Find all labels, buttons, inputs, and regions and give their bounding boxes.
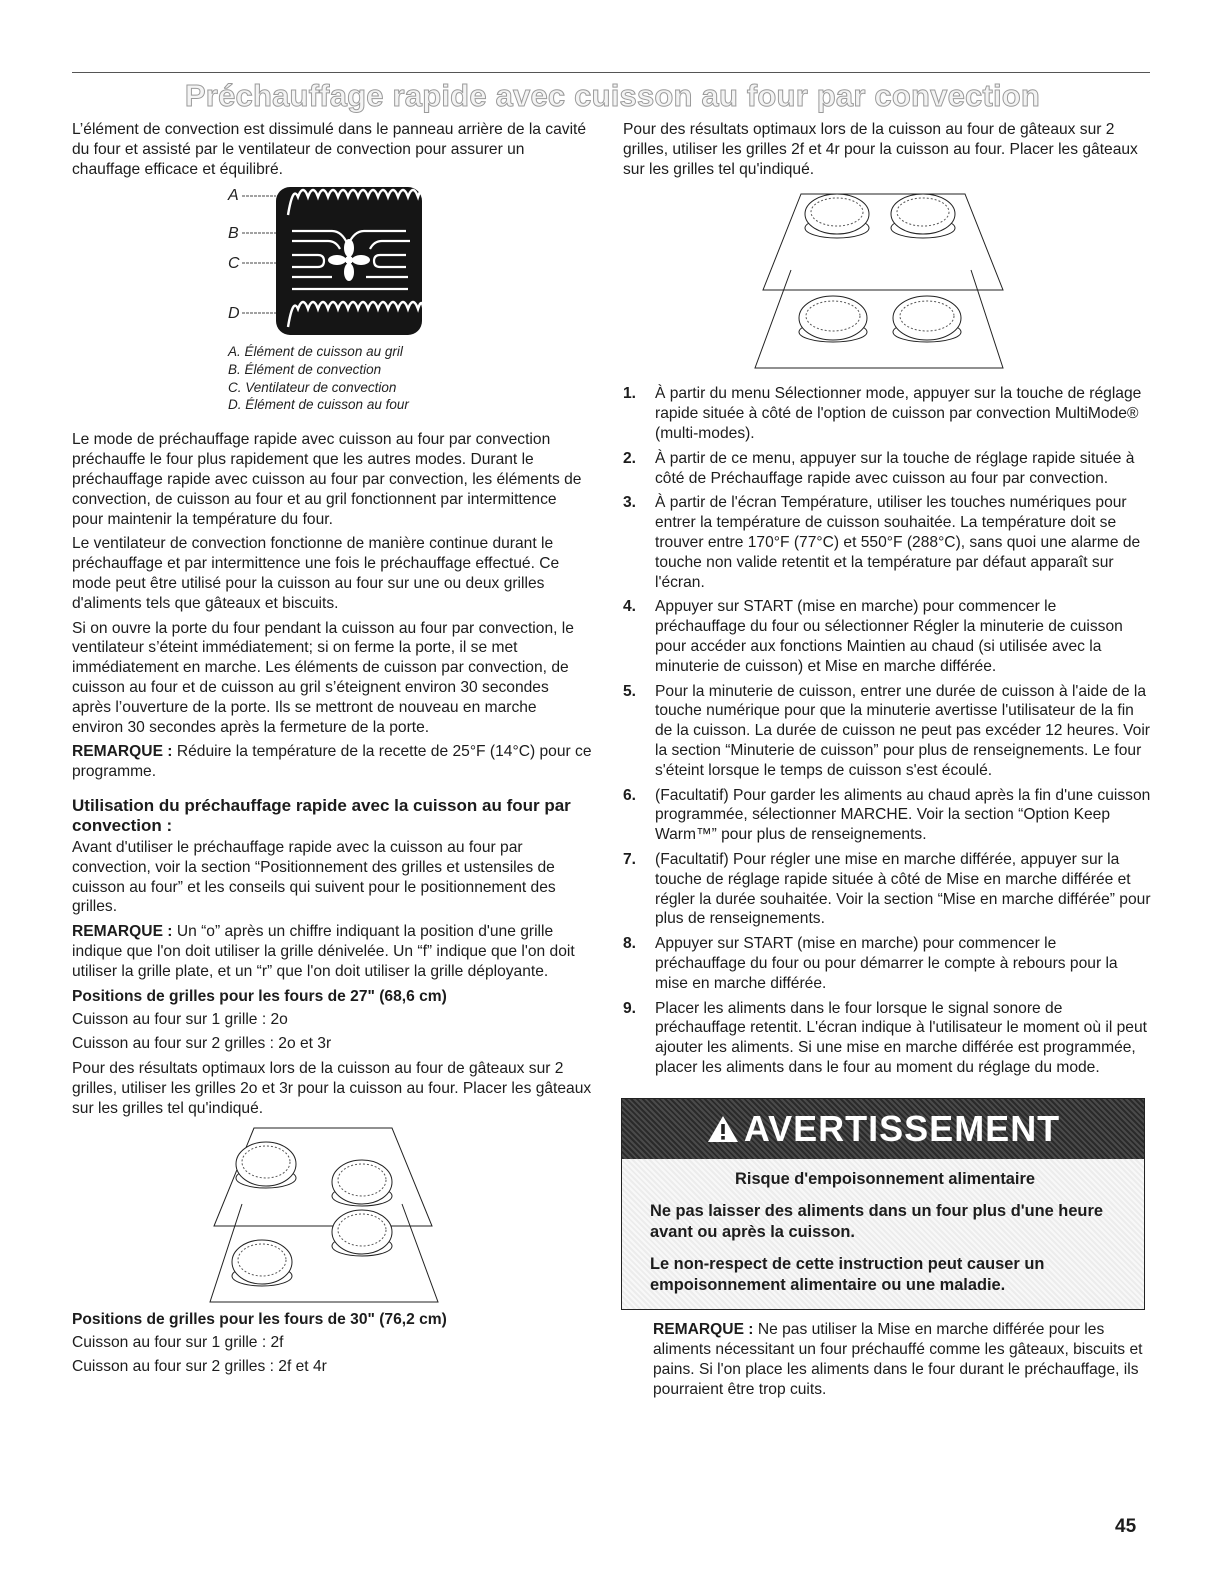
note-temperature: [72, 742, 592, 782]
section-heading: Utilisation du préchauffage rapide avec la cuisson au four par convection :: [72, 795, 571, 835]
step-item: [623, 384, 1151, 443]
label-d: D: [228, 305, 240, 323]
step-text: Appuyer sur START (mise en marche) pour commencer le préchauffage du four ou pour démarrer le compte à rebours pour la mise en marche différée.: [655, 935, 1118, 992]
figure-captions: [228, 343, 409, 413]
oven-back-panel-diagram: [274, 185, 424, 337]
step-item: [623, 999, 1151, 1078]
step-text: À partir de l'écran Température, utiliser les touches numériques pour entrer la température de cuisson souhaitée. La température doit se trouver entre 170°F (77°C) et 550°F (288°C), sans quoi une alarme de touche non valide retentit et la température par défaut apparaît sur l'écran.: [655, 494, 1141, 591]
step-item: [623, 786, 1151, 845]
warning-triangle-icon: [706, 1114, 740, 1144]
rack-27-one: Cuisson au four sur 1 grille : 2o: [72, 1010, 288, 1028]
step-number: 9.: [623, 999, 637, 1017]
note-label: REMARQUE :: [72, 923, 173, 941]
cake-pan-lower-right: [332, 1210, 392, 1256]
step-text: Pour la minuterie de cuisson, entrer une durée de cuisson à l'aide de la touche numérique pour que la minuterie avertisse l'utilisateur de la fin de la cuisson. La durée de cuisson ne peut pas excéder 12 heures. Voir la section “Minuterie de cuisson” pour plus de renseignements. Le four s'éteint lorsque le temps de cuisson s'est écoulé.: [655, 682, 1150, 779]
cake-pan-lower-left: [799, 296, 867, 342]
convection-intro: L’élément de convection est dissimulé dans le panneau arrière de la cavité du four et assisté par le ventilateur de convection pour assurer un chauffage efficace et équilibré.: [72, 121, 587, 178]
cake-pan-upper-right: [891, 194, 955, 238]
cake-pan-lower-left: [232, 1240, 292, 1286]
step-number: 3.: [623, 494, 637, 512]
paragraph-preheat: Le mode de préchauffage rapide avec cuisson au four par convection préchauffe le four plus rapidement que les autres modes. Durant le préchauffage rapide avec cuisson au four par convection, les éléments de convection, de cuisson au four et au gril fonctionnent par intermittence pour maintenir la température du four.: [72, 431, 582, 528]
note-text: Un “o” après un chiffre indiquant la position d'une grille indique que l'on doit utiliser la grille dénivelée. Un “f” indique que l'on doit utiliser la grille plate, et un “r” que l'on doit utiliser la grille déployante.: [72, 923, 575, 980]
label-c: C: [228, 255, 240, 273]
rack-diagram-30: [623, 184, 1151, 384]
note-delay-start: [653, 1320, 1148, 1399]
warning-title: Risque d'empoisonnement alimentaire: [735, 1169, 1035, 1188]
note-text: Réduire la température de la recette de 25°F (14°C) pour ce programme.: [72, 743, 592, 781]
note-label: REMARQUE :: [72, 743, 173, 761]
warning-line-2: Le non-respect de cette instruction peut causer un empoisonnement alimentaire ou une maladie.: [650, 1255, 1045, 1294]
step-item: [623, 934, 1151, 993]
warning-line-1: Ne pas laisser des aliments dans un four plus d'une heure avant ou après la cuisson.: [650, 1202, 1103, 1241]
warning-header-text: AVERTISSEMENT: [743, 1107, 1061, 1149]
caption-c: C. Ventilateur de convection: [228, 379, 397, 395]
step-number: 5.: [623, 682, 637, 700]
paragraph-27-cakes: Pour des résultats optimaux lors de la cuisson au four de gâteaux sur 2 grilles, utiliser les grilles 2o et 3r pour la cuisson au four. Placer les gâteaux sur les grilles tel qu'indiqué.: [72, 1060, 592, 1117]
cake-pan-upper-right: [332, 1160, 392, 1206]
rack-diagram-27: [72, 1124, 592, 1306]
step-text: À partir de ce menu, appuyer sur la touche de réglage rapide située à côté de Préchauffage rapide avec cuisson au four par convection.: [655, 449, 1135, 487]
step-text: (Facultatif) Pour régler une mise en marche différée, appuyer sur la touche de réglage rapide située à côté de Mise en marche différée et régler la durée souhaitée. Voir la section “Mise en marche différée” pour plus de renseignements.: [655, 850, 1151, 928]
step-text: (Facultatif) Pour garder les aliments au chaud après la fin d'une cuisson programmée, sélectionner MARCHE. Voir la section “Option Keep Warm™” pour plus de renseignements.: [655, 786, 1151, 844]
paragraph-door: Si on ouvre la porte du four pendant la cuisson au four par convection, le ventilateur s’éteint immédiatement; si on ferme la porte, il se met immédiatement en marche. Les éléments de cuisson par convection, de cuisson au four et de cuisson au gril s’éteignent environ 30 secondes après l’ouverture de la porte. Ils se mettront de nouveau en marche environ 30 secondes après la fermeture de la porte.: [72, 619, 574, 736]
note-text: Ne pas utiliser la Mise en marche différée pour les aliments nécessitant un four préchauffé comme les gâteaux, biscuits et pains. Si l'on place les aliments dans le four durant le préchauffage, ils pourraient être trop cuits.: [653, 1321, 1143, 1398]
cake-pan-lower-right: [893, 296, 961, 342]
top-rule: [72, 72, 1150, 73]
page-number: 45: [1115, 1516, 1137, 1537]
label-a: A: [228, 187, 239, 205]
step-text: Placer les aliments dans le four lorsque le signal sonore de préchauffage retentit. L'écran indique à l'utilisateur le moment où il peut ajouter les aliments. Si une mise en marche différée est programmée, placer les aliments dans le four au moment du réglage du mode.: [655, 999, 1147, 1076]
rack-27-two: Cuisson au four sur 2 grilles : 2o et 3r: [72, 1035, 332, 1053]
warning-body: [622, 1159, 1144, 1310]
step-item: [623, 597, 1151, 676]
step-number: 7.: [623, 850, 637, 868]
cake-pan-upper-left: [805, 194, 869, 238]
step-number: 1.: [623, 385, 637, 403]
subheading-27-inch: Positions de grilles pour les fours de 27" (68,6 cm): [72, 987, 447, 1005]
right-column: [623, 120, 1151, 1399]
step-number: 8.: [623, 935, 637, 953]
step-number: 2.: [623, 449, 637, 467]
oven-elements-figure: [72, 184, 592, 430]
step-item: [623, 449, 1151, 489]
paragraph-fan: Le ventilateur de convection fonctionne de manière continue durant le préchauffage et par intermittence une fois le préchauffage effectué. Ce mode peut être utilisé pour la cuisson au four sur une ou deux grilles d'aliments tels que gâteaux et biscuits.: [72, 535, 560, 612]
step-item: [623, 682, 1151, 781]
step-item: [623, 493, 1151, 592]
caption-b: B. Élément de convection: [228, 361, 382, 377]
warning-header: [622, 1099, 1144, 1159]
rack-30-one: Cuisson au four sur 1 grille : 2f: [72, 1333, 284, 1351]
label-b: B: [228, 225, 239, 243]
caption-d: D. Élément de cuisson au four: [228, 397, 409, 413]
step-text: Appuyer sur START (mise en marche) pour commencer le préchauffage du four ou sélectionner Régler la minuterie de cuisson pour accéder aux fonctions Maintien au chaud (si utilisée avec la minuterie de cuisson) et Mise en marche différée.: [655, 598, 1123, 675]
subheading-30-inch: Positions de grilles pour les fours de 30" (76,2 cm): [72, 1310, 447, 1328]
step-number: 4.: [623, 598, 637, 616]
step-number: 6.: [623, 786, 637, 804]
warning-box: [621, 1098, 1145, 1311]
step-item: [623, 850, 1151, 929]
note-label: REMARQUE :: [653, 1321, 754, 1339]
rack-30-two: Cuisson au four sur 2 grilles : 2f et 4r: [72, 1358, 327, 1376]
caption-a: A. Élément de cuisson au gril: [228, 344, 403, 360]
paragraph-30-cakes: Pour des résultats optimaux lors de la cuisson au four de gâteaux sur 2 grilles, utiliser les grilles 2f et 4r pour la cuisson au four. Placer les gâteaux sur les grilles tel qu'indiqué.: [623, 121, 1138, 178]
paragraph-rack-positioning: Avant d'utiliser le préchauffage rapide avec la cuisson au four par convection, voir la section “Positionnement des grilles et ustensiles de cuisson au four” et les conseils qui suivent pour le positionnement des grilles.: [72, 838, 556, 916]
step-text: À partir du menu Sélectionner mode, appuyer sur la touche de réglage rapide située à côté de l'option de cuisson par convection MultiMode® (multi-modes).: [655, 385, 1142, 442]
note-rack-codes: [72, 922, 592, 981]
cake-pan-upper-left: [236, 1142, 296, 1188]
left-column: [72, 120, 592, 1382]
instruction-steps: [623, 384, 1151, 1077]
page-title: Préchauffage rapide avec cuisson au four par convection: [184, 78, 1041, 113]
